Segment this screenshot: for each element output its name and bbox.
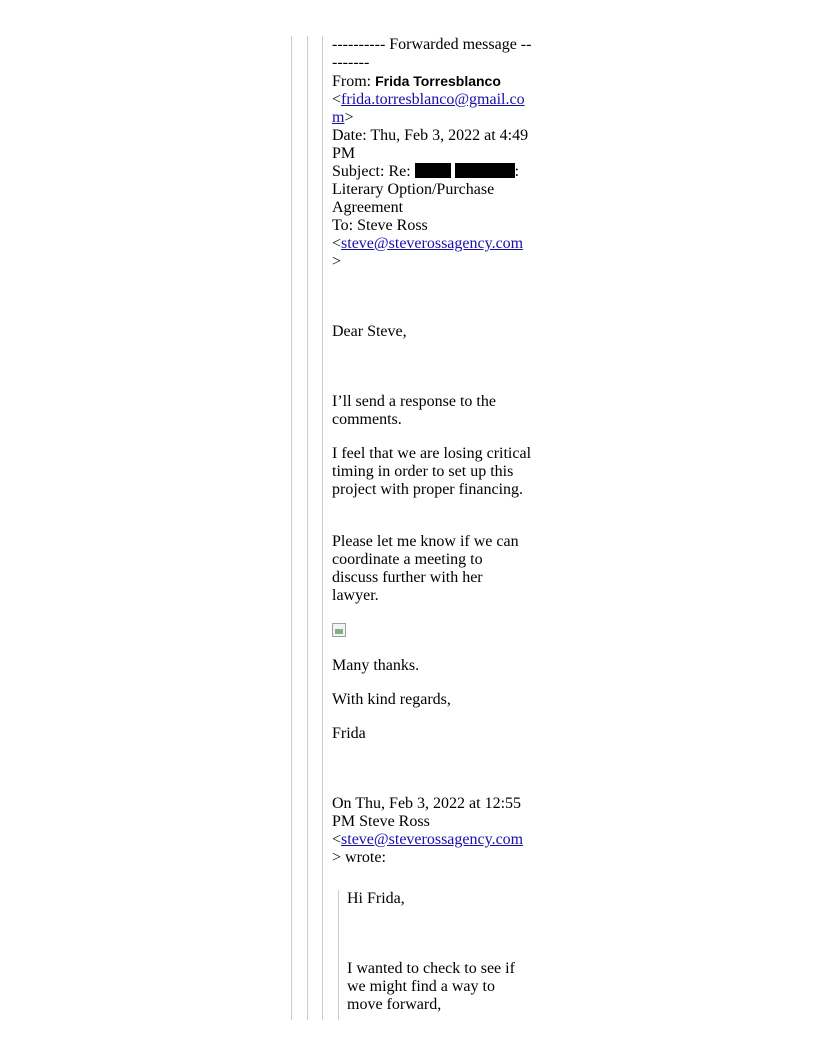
quote-intro-wrote: > wrote:	[332, 849, 386, 866]
quote-intro-cont: PM Steve Ross	[332, 813, 430, 830]
from-email-bracket-close: >	[344, 109, 354, 126]
to-email-bracket-open: <	[332, 235, 342, 252]
quote-intro: On Thu, Feb 3, 2022 at 12:55	[332, 795, 522, 812]
quote-intro-email-line	[332, 831, 537, 849]
paragraph-meeting-cont: coordinate a meeting to	[332, 551, 483, 568]
from-email-bracket-open: <	[332, 91, 342, 108]
subject-line-cont-2: Agreement	[332, 199, 404, 216]
to-line: To: Steve Ross	[332, 217, 428, 234]
subject-line-cont: Literary Option/Purchase	[332, 181, 495, 198]
date-line-cont: PM	[332, 145, 356, 162]
to-email-link[interactable]: steve@steverossagency.com	[341, 235, 524, 252]
quote-email-link[interactable]: steve@steverossagency.com	[341, 831, 524, 848]
regards: With kind regards,	[332, 691, 451, 708]
paragraph-response: I’ll send a response to the	[332, 393, 496, 410]
to-email-close: >	[332, 253, 342, 270]
to-email-line	[332, 235, 537, 253]
quote-border-outer-3	[322, 36, 323, 1020]
broken-image-icon	[332, 623, 346, 637]
greeting: Dear Steve,	[332, 323, 407, 340]
paragraph-timing: I feel that we are losing critical	[332, 445, 532, 462]
paragraph-timing-cont-2: project with proper financing.	[332, 481, 524, 498]
quote-email-bracket-open: <	[332, 831, 342, 848]
broken-image-row	[332, 623, 537, 639]
quoted-paragraph-cont: we might find a way to	[347, 978, 495, 995]
from-email-line	[332, 91, 537, 109]
from-name: Frida Torresblanco	[375, 73, 501, 89]
subject-line	[332, 163, 537, 181]
date-line: Date: Thu, Feb 3, 2022 at 4:49	[332, 127, 529, 144]
signature: Frida	[332, 725, 366, 742]
from-label: From:	[332, 73, 376, 90]
forward-header-cont: -------	[332, 54, 370, 71]
quote-border-outer-2	[307, 36, 308, 1020]
paragraph-timing-cont: timing in order to set up this	[332, 463, 514, 480]
paragraph-response-cont: comments.	[332, 411, 402, 428]
thanks: Many thanks.	[332, 657, 420, 674]
paragraph-meeting-cont-3: lawyer.	[332, 587, 379, 604]
from-line	[332, 72, 537, 91]
redaction-box	[415, 163, 451, 178]
subject-prefix: Subject: Re:	[332, 163, 415, 180]
paragraph-meeting: Please let me know if we can	[332, 533, 519, 550]
quoted-greeting: Hi Frida,	[347, 890, 405, 907]
subject-colon: :	[514, 163, 520, 180]
forward-header: ---------- Forwarded message --	[332, 36, 532, 53]
quoted-paragraph-cont-2: move forward,	[347, 996, 442, 1013]
redaction-box	[455, 163, 515, 178]
from-email-link-cont[interactable]: m	[332, 109, 345, 126]
quoted-message	[347, 890, 537, 1014]
forwarded-email-column	[332, 36, 537, 867]
from-email-line-cont	[332, 109, 537, 127]
quoted-paragraph: I wanted to check to see if	[347, 960, 515, 977]
quote-border-outer-1	[291, 36, 292, 1020]
quote-border-inner	[338, 890, 339, 1020]
paragraph-meeting-cont-2: discuss further with her	[332, 569, 483, 586]
from-email-link[interactable]: frida.torresblanco@gmail.co	[341, 91, 525, 108]
